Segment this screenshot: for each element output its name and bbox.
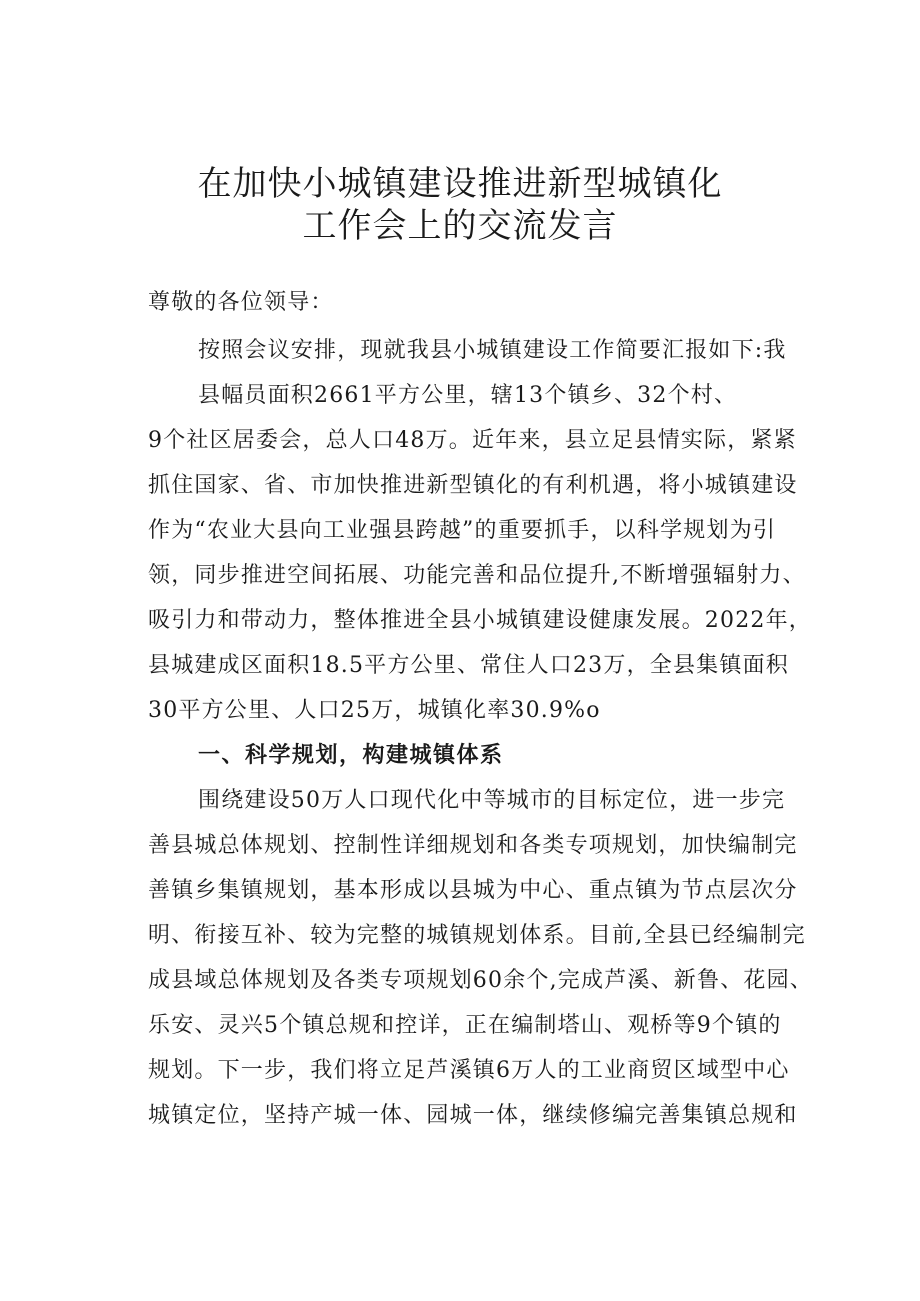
paragraph-line: 按照会议安排，现就我县小城镇建设工作简要汇报如下:我	[198, 338, 787, 363]
paragraph-line: 明、衔接互补、较为完整的城镇规划体系。目前,全县已经编制完	[148, 923, 806, 948]
paragraph-line: 吸引力和带动力，整体推进全县小城镇建设健康发展。2022年，	[148, 608, 812, 633]
paragraph-line: 城镇定位，坚持产城一体、园城一体，继续修编完善集镇总规和	[148, 1103, 798, 1128]
paragraph-line: 作为“农业大县向工业强县跨越”的重要抓手，以科学规划为引	[148, 518, 777, 543]
paragraph-line: 善镇乡集镇规划，基本形成以县城为中心、重点镇为节点层次分	[148, 878, 798, 903]
paragraph-line: 规划。下一步，我们将立足芦溪镇6万人的工业商贸区域型中心	[148, 1058, 790, 1083]
paragraph-line: 乐安、灵兴5个镇总规和控详，正在编制塔山、观桥等9个镇的	[148, 1013, 782, 1038]
paragraph-line: 成县域总体规划及各类专项规划60余个,完成芦溪、新鲁、花园、	[148, 968, 813, 993]
paragraph-line: 善县城总体规划、控制性详细规划和各类专项规划，加快编制完	[148, 833, 798, 858]
section-heading: 一、科学规划，构建城镇体系	[198, 743, 504, 768]
salutation: 尊敬的各位领导：	[148, 290, 334, 315]
document-title-line-2: 工作会上的交流发言	[302, 206, 618, 246]
paragraph-line: 领，同步推进空间拓展、功能完善和品位提升,不断增强辐射力、	[148, 563, 806, 588]
paragraph-line: 围绕建设50万人口现代化中等城市的目标定位，进一步完	[198, 788, 786, 813]
paragraph-line: 县幅员面积2661平方公里，辖13个镇乡、32个村、	[198, 383, 738, 408]
paragraph-line: 9个社区居委会，总人口48万。近年来，县立足县情实际，紧紧	[148, 428, 797, 453]
document-title-line-1: 在加快小城镇建设推进新型城镇化	[197, 164, 723, 204]
paragraph-line: 县城建成区面积18.5平方公里、常住人口23万，全县集镇面积	[148, 653, 789, 678]
paragraph-line: 30平方公里、人口25万，城镇化率30.9%o	[148, 698, 601, 723]
paragraph-line: 抓住国家、省、市加快推进新型镇化的有利机遇，将小城镇建设	[148, 473, 798, 498]
